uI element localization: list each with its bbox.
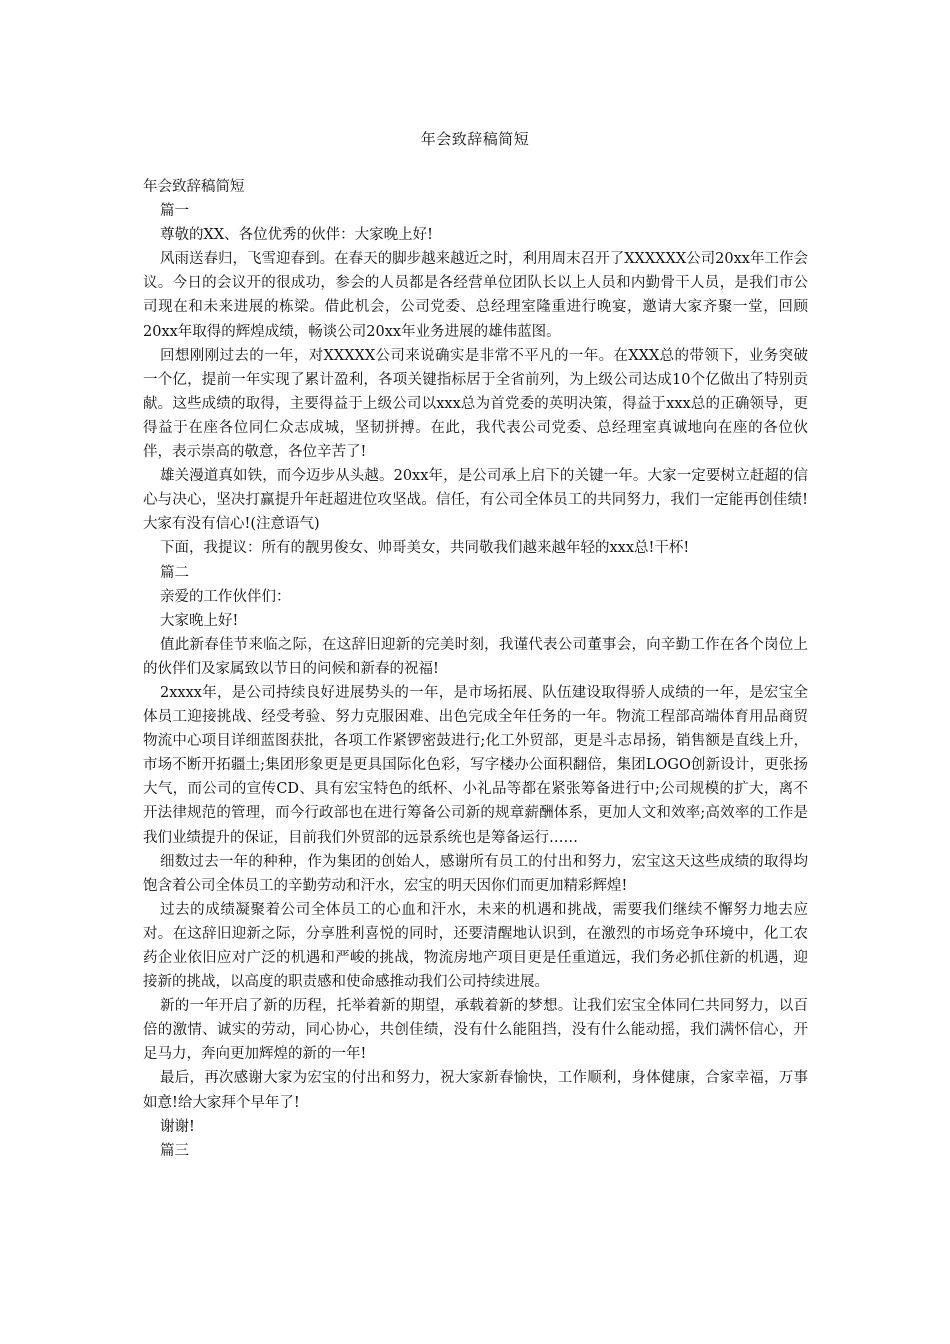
paragraph: 谢谢! bbox=[160, 1118, 195, 1135]
paragraph: 雄关漫道真如铁，而今迈步从头越。20xx年，是公司承上启下的关键一年。大家一定要树立赶超的信心与决心，坚决打赢提升年赶超进位攻坚战。信任，有公司全体员工的共同努力，我们一定能再创佳绩!大家有没有信心!(注意语气) bbox=[143, 468, 808, 533]
paragraph: 尊敬的XX、各位优秀的伙伴：大家晚上好! bbox=[160, 227, 433, 244]
paragraph: 新的一年开启了新的历程，托举着新的期望，承载着新的梦想。让我们宏宝全体同仁共同努力，以百倍的激情、诚实的劳动，同心协心，共创佳绩，没有什么能阻挡，没有什么能动摇，我们满怀信心，开足马力，奔向更加辉煌的新的一年! bbox=[143, 998, 808, 1063]
paragraph: 最后，再次感谢大家为宏宝的付出和努力，祝大家新春愉快，工作顺利，身体健康，合家幸福，万事如意!给大家拜个早年了! bbox=[143, 1070, 808, 1111]
paragraph: 2xxxx年，是公司持续良好进展势头的一年，是市场拓展、队伍建设取得骄人成绩的一年，是宏宝全体员工迎接挑战、经受考验、努力克服困难、出色完成全年任务的一年。物流工程部高端体育用品商贸物流中心项目详细蓝图获批，各项工作紧锣密鼓进行;化工外贸部，更是斗志昂扬，销售额是直线上升，市场不断开拓疆土;集团形象更是更具国际化色彩，写字楼办公面积翻倍，集团LOGO创新设计，更张扬大气，而公司的宣传CD、具有宏宝特色的纸杯、小礼品等都在紧张筹备进行中;公司规模的扩大，离不开法律规范的管理，而今行政部也在进行筹备公司新的规章薪酬体系，更加人文和效率;高效率的工作是我们业绩提升的保证，目前我们外贸部的远景系统也是筹备运行…… bbox=[143, 684, 808, 846]
document-body bbox=[143, 175, 808, 1163]
paragraph: 篇二 bbox=[160, 564, 189, 581]
document-title: 年会致辞稿简短 bbox=[420, 130, 530, 148]
paragraph: 下面，我提议：所有的靓男俊女、帅哥美女，共同敬我们越来越年轻的xxx总!干杯! bbox=[160, 540, 690, 557]
paragraph: 亲爱的工作伙伴们： bbox=[160, 588, 291, 605]
paragraph: 细数过去一年的种种，作为集团的创始人，感谢所有员工的付出和努力，宏宝这天这些成绩的取得均饱含着公司全体员工的辛勤劳动和汗水，宏宝的明天因你们而更加精彩辉煌! bbox=[143, 853, 808, 894]
paragraph: 篇一 bbox=[160, 203, 189, 220]
paragraph: 篇三 bbox=[160, 1142, 189, 1159]
paragraph: 值此新春佳节来临之际，在这辞旧迎新的完美时刻，我谨代表公司董事会，向辛勤工作在各个岗位上的伙伴们及家属致以节日的问候和新春的祝福! bbox=[143, 636, 808, 677]
paragraph: 风雨送春归，飞雪迎春到。在春天的脚步越来越近之时，利用周末召开了XXXXXX公司20xx年工作会议。今日的会议开的很成功，参会的人员都是各经营单位团队长以上人员和内勤骨干人员，是我们市公司现在和未来进展的栋梁。借此机会，公司党委、总经理室隆重进行晚宴，邀请大家齐聚一堂，回顾20xx年取得的辉煌成绩，畅谈公司20xx年业务进展的雄伟蓝图。 bbox=[143, 251, 808, 340]
paragraph: 过去的成绩凝聚着公司全体员工的心血和汗水，未来的机遇和挑战，需要我们继续不懈努力地去应对。在这辞旧迎新之际，分享胜利喜悦的同时，还要清醒地认识到，在激烈的市场竞争环境中，化工农药企业依旧应对广泛的机遇和严峻的挑战，物流房地产项目更是任重道远，我们务必抓住新的机遇，迎接新的挑战，以高度的职责感和使命感推动我们公司持续进展。 bbox=[143, 901, 808, 991]
document-heading: 年会致辞稿简短 bbox=[143, 179, 245, 195]
paragraph: 回想刚刚过去的一年，对XXXXX公司来说确实是非常不平凡的一年。在XXX总的带领下，业务突破一个亿，提前一年实现了累计盈利，各项关键指标居于全省前列，为上级公司达成10个亿做出了特别贡献。这些成绩的取得，主要得益于上级公司以xxx总为首党委的英明决策，得益于xxx总的正确领导，更得益于在座各位同仁众志成城，坚韧拼搏。在此，我代表公司党委、总经理室真诚地向在座的各位伙伴，表示崇高的敬意，各位辛苦了! bbox=[143, 347, 808, 461]
paragraph: 大家晚上好! bbox=[160, 612, 239, 629]
